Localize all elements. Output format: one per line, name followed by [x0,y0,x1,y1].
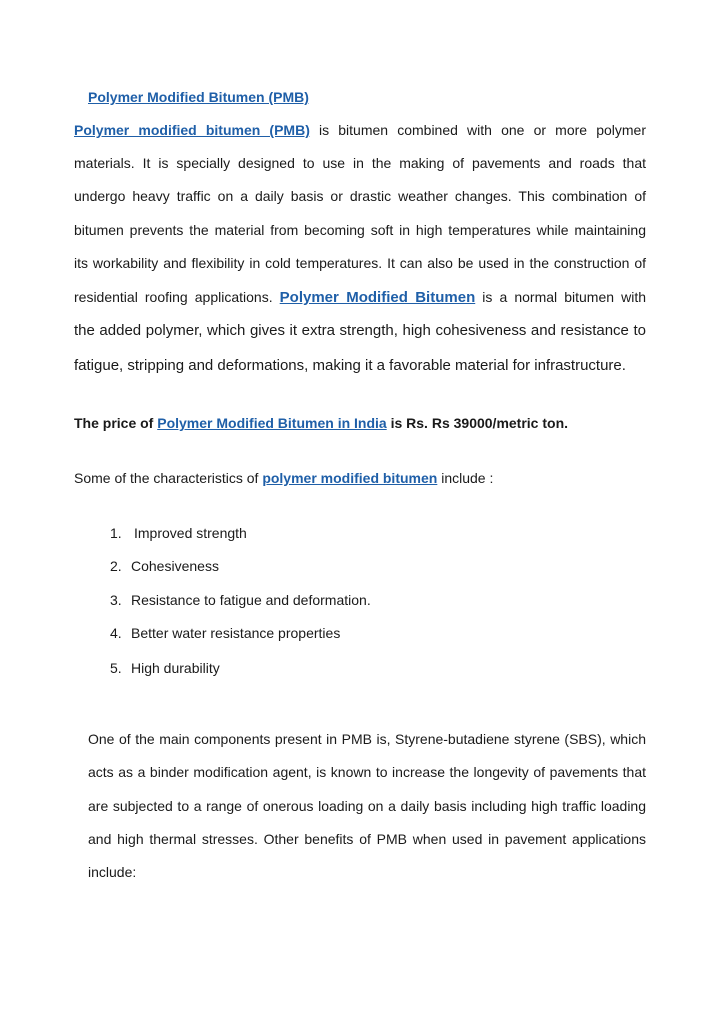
heading-link[interactable]: Polymer Modified Bitumen (PMB) [88,89,309,105]
para2-line-1: One of the main components present in PMB is, Styrene-butadiene styrene (SBS), which [88,731,646,747]
para2-line-3: are subjected to a range of onerous loading on a daily basis including high traffic loading [88,798,646,814]
list-text: Resistance to fatigue and deformation. [131,592,371,608]
para2-line-2: acts as a binder modification agent, is known to increase the longevity of pavements that [88,764,646,780]
para1-line-6 [74,288,646,307]
price-line [74,414,568,432]
price-value: is Rs. Rs 39000/metric ton. [386,415,569,431]
characteristics-intro [74,469,493,487]
para2-line-5: include: [88,864,137,880]
list-text: Improved strength [134,525,247,541]
list-item [110,524,247,542]
list-text: Cohesiveness [131,558,219,574]
price-link[interactable]: Polymer Modified Bitumen in India [157,415,387,431]
list-text: High durability [131,660,220,676]
para1-line-1-text: is bitumen combined with one or more polymer [309,122,646,138]
pmb-link-1[interactable]: Polymer modified bitumen (PMB) [74,122,310,138]
para1-line-5: its workability and flexibility in cold temperatures. It can also be used in the construction of [74,255,646,271]
para1-line-6-text: residential roofing applications. [74,289,280,305]
list-item [110,624,340,642]
list-item [110,591,371,609]
list-number: 2. [110,558,122,574]
para1-line-6-rest: is a normal bitumen with [475,289,646,305]
list-number: 3. [110,592,122,608]
characteristics-prefix: Some of the characteristics of [74,470,263,486]
characteristics-suffix: include : [437,470,494,486]
para1-line-4: bitumen prevents the material from becoming soft in high temperatures while maintaining [74,222,646,238]
para2-line-4: and high thermal stresses. Other benefits of PMB when used in pavement applications [88,831,646,847]
list-text: Better water resistance properties [131,625,341,641]
list-number: 4. [110,625,122,641]
characteristics-link[interactable]: polymer modified bitumen [262,470,438,486]
list-number: 1. [110,525,122,541]
para1-line-7: the added polymer, which gives it extra strength, high cohesiveness and resistance to [74,322,646,339]
page-heading[interactable] [88,88,309,106]
para1-line-1 [74,121,646,139]
para1-line-2: materials. It is specially designed to use in the making of pavements and roads that [74,155,646,171]
pmb-link-2[interactable]: Polymer Modified Bitumen [279,289,476,306]
para1-line-3: undergo heavy traffic on a daily basis or drastic weather changes. This combination of [74,188,646,204]
price-prefix: The price of [74,415,158,431]
list-number: 5. [110,660,122,676]
para1-line-8: fatigue, stripping and deformations, making it a favorable material for infrastructure. [74,357,626,374]
list-item [110,659,220,677]
list-item [110,557,219,575]
